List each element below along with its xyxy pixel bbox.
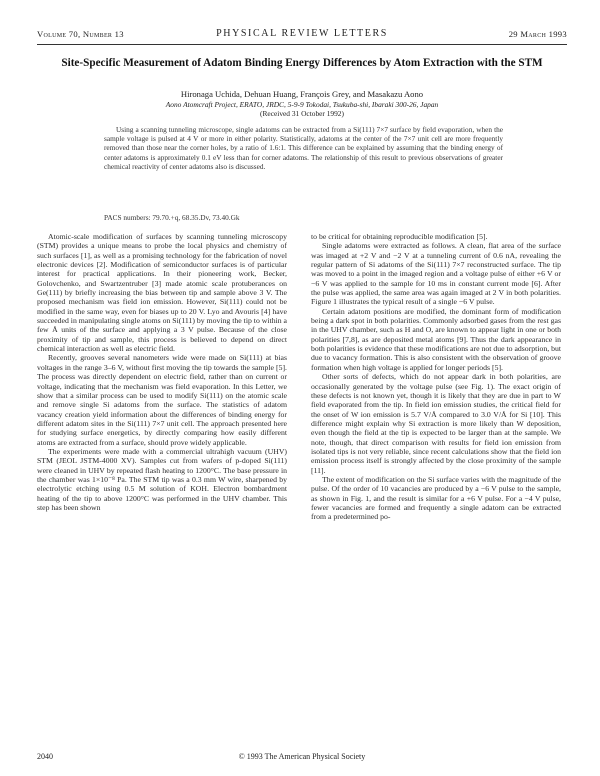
issue-date: 29 March 1993 bbox=[508, 29, 567, 39]
paragraph: The experiments were made with a commercial ultrahigh vacuum (UHV) STM (JEOL JSTM-4000 XV). Samples cut from wafers of p-doped Si(111) were cleaned in UHV by repeated flash heating to 1200°C. The base pressure in the chamber was 1×10⁻⁸ Pa. The STM tip was a 0.3 mm W wire, sharpened by electrolytic etching using 0.5 M solution of KOH. Electron bombardment heating of the tip to above 1200°C was performed in the UHV chamber. This step has been shown bbox=[37, 446, 287, 512]
author-list: Hironaga Uchida, Dehuan Huang, François Grey, and Masakazu Aono bbox=[180, 89, 424, 99]
paragraph: Atomic-scale modification of surfaces by scanning tunneling microscopy (STM) provides a unique means to probe the local physics and chemistry of such surfaces [1], as well as a promising technology for the fabrication of novel electronic devices [2]. Modification of semiconductor surfaces is of particular interest for practical applications. In their pioneering work, Becker, Golovchenko, and Swartzentruber [3] made atomic scale protuberances on Ge(111) by briefly increasing the bias between tip and sample above 3 V. The proposed mechanism was field ion emission. However, Si(111) could not be modified in the same way, even for biases up to 20 V. Lyo and Avouris [4] have succeeded in manipulating single atoms on Si(111) by moving the tip to within a few Å units of the surface and applying a 3 V pulse. Because of the close proximity of tip and sample, this process is believed to depend on direct chemical interaction as well as electric field. bbox=[37, 232, 287, 354]
paragraph: Certain adatom positions are modified, the dominant form of modification being a dark spot in both polarities. Commonly adsorbed gases from the rest gas in the UHV chamber, such as H and O, are known to appear light in one or both polarities [7,8], as are deposited metal atoms [9]. Thus the dark appearance in both polarities is evidence that these modifications are not due to adsorption, but due to vacancy formation. This is also consistent with the observation of groove formation when high voltage is applied for longer periods [5]. bbox=[311, 306, 561, 372]
volume-number: Volume 70, Number 13 bbox=[37, 29, 124, 39]
right-column bbox=[311, 232, 561, 522]
pacs-numbers: PACS numbers: 79.70.+q, 68.35.Dv, 73.40.Gk bbox=[104, 213, 240, 222]
page-footer bbox=[37, 752, 567, 764]
left-column bbox=[37, 232, 287, 512]
affiliation: Aono Atomcraft Project, ERATO, JRDC, 5-9-9 Tokodai, Tsukuba-shi, Ibaraki 300-26, Japan bbox=[165, 100, 439, 109]
paragraph: Recently, grooves several nanometers wide were made on Si(111) at bias voltages in the range 3–6 V, without first moving the tip towards the sample [5]. The process was directly dependent on electric field, rather than on current or voltage, indicating that the mechanism was field evaporation. In this Letter, we show that a similar process can be used to modify Si(111) on the atomic scale and remove single Si adatoms from the surface. The statistics of adatom vacancy creation yield information about the differences of binding energy for different adatom sites in the Si(111) 7×7 unit cell. The approach presented here for studying surface energetics, by directly comparing how easily different atoms are extracted from a surface, should prove widely applicable. bbox=[37, 353, 287, 447]
copyright-notice: © 1993 The American Physical Society bbox=[238, 752, 366, 761]
paragraph: The extent of modification on the Si surface varies with the magnitude of the pulse. Of the order of 10 vacancies are produced by a −6 V pulse to the sample, as shown in Fig. 1, and the result is similar for a +6 V pulse. For a −4 V pulse, fewer vacancies are formed and frequently a single adatom can be extracted from a predetermined po- bbox=[311, 474, 561, 522]
received-date: (Received 31 October 1992) bbox=[260, 109, 344, 118]
paragraph: Other sorts of defects, which do not appear dark in both polarities, are occasionally generated by the voltage pulse (see Fig. 1). The exact origin of these defects is not known yet, though it is likely that they are due in part to W field evaporated from the tip. In field ion emission studies, the critical field for the onset of W ion emission is 5.7 V/Å compared to 3.0 V/Å for Si [10]. This difference might explain why Si extraction is more likely than W deposition, even though the field at the tip is expected to be larger than at the sample. We note, though, that direct comparison with results for field ion emission from isolated tips is not very reliable, since recent calculations show that the field ion emission process itself is strongly affected by the close proximity of the sample [11]. bbox=[311, 372, 561, 475]
page-number: 2040 bbox=[37, 752, 53, 761]
journal-name: PHYSICAL REVIEW LETTERS bbox=[216, 28, 388, 39]
article-title: Site-Specific Measurement of Adatom Binding Energy Differences by Atom Extraction with the STM bbox=[61, 57, 543, 69]
header-rule bbox=[37, 44, 567, 45]
paragraph: Single adatoms were extracted as follows. A clean, flat area of the surface was imaged at +2 V and −2 V at a tunneling current of 0.6 nA, revealing the regular pattern of Si adatoms of the Si(111) 7×7 reconstructed surface. The tip was moved to a point in the imaged region and a voltage pulse of either +6 V or −6 V was applied to the sample for 10 ms in constant current mode [6]. After the pulse was applied, the same area was again imaged at 2 V in both polarities. Figure 1 illustrates the typical result of a single −6 V pulse. bbox=[311, 241, 561, 307]
running-header bbox=[37, 28, 567, 42]
abstract: Using a scanning tunneling microscope, single adatoms can be extracted from a Si(111) 7×7 surface by field evaporation, when the sample voltage is pulsed at 4 V or more in either polarity. Statistically, adatoms at the center of the 7×7 unit cell are more frequently removed than those near the corner holes, by a ratio of 1.6:1. This difference can be explained by assuming that the binding energy of center adatoms is approximately 0.1 eV less than for corner adatoms. The relationship of this result to previous observations of greater chemical reactivity of center adatoms also is discussed. bbox=[104, 125, 503, 171]
paragraph: to be critical for obtaining reproducible modification [5]. bbox=[311, 232, 488, 241]
